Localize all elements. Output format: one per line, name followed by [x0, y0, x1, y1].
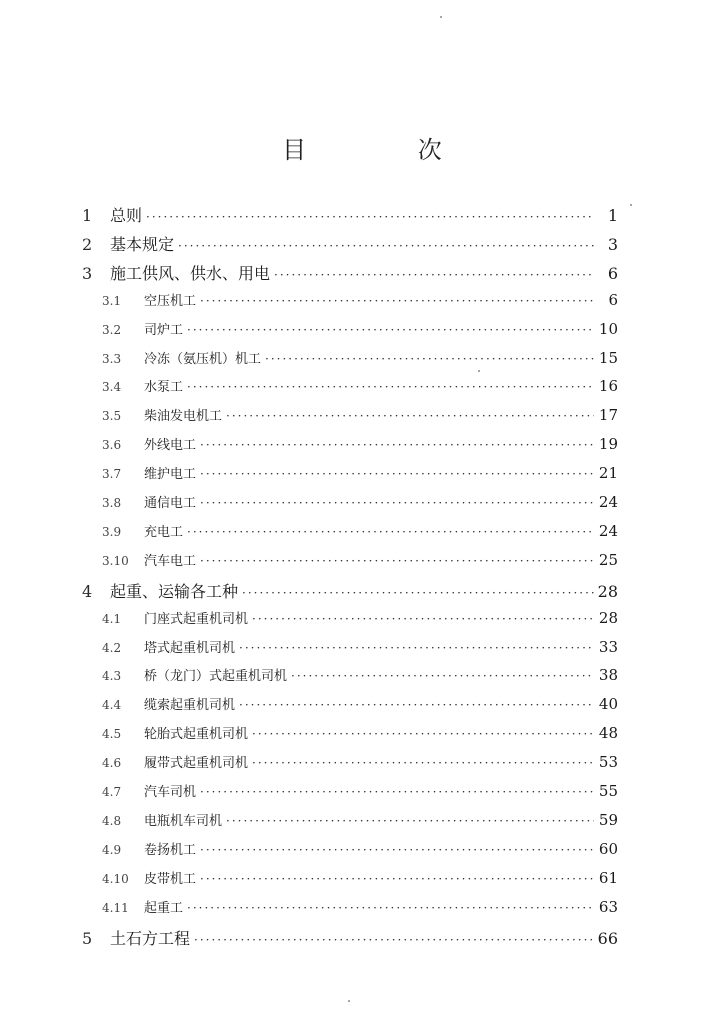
- toc-chapter-row: [82, 261, 618, 283]
- dot-leader: [291, 669, 594, 683]
- toc-page-number: 63: [598, 897, 618, 916]
- toc-number: 4.5: [102, 727, 122, 742]
- toc-page-number: 53: [598, 753, 618, 772]
- toc-section-row: [102, 463, 618, 485]
- toc-section-row: [102, 521, 618, 543]
- dot-leader: [200, 438, 594, 452]
- toc-number: 4.3: [102, 669, 122, 684]
- toc-section-row: [102, 665, 618, 687]
- scan-speck: [478, 370, 480, 372]
- toc-section-row: [102, 405, 618, 427]
- toc-label: 塔式起重机司机: [144, 640, 236, 656]
- toc-label: 司炉工: [144, 322, 184, 338]
- scan-speck: [440, 16, 442, 18]
- toc-section-row: [102, 434, 618, 456]
- toc-chapter-row: [82, 232, 618, 254]
- toc-number: 3.1: [102, 293, 122, 308]
- dot-leader: [242, 586, 594, 600]
- scan-speck: [348, 1000, 350, 1002]
- toc-number: 3.8: [102, 496, 122, 510]
- toc-chapter-row: [82, 203, 618, 225]
- toc-page-number: 24: [598, 521, 618, 540]
- dot-leader: [187, 525, 594, 539]
- dot-leader: [239, 698, 594, 712]
- toc-page-number: 33: [598, 637, 618, 656]
- toc-label: 起重、运输各工种: [110, 581, 239, 601]
- toc-label: 基本规定: [110, 234, 175, 254]
- toc-number: 3.2: [102, 322, 122, 337]
- toc-label: 水泵工: [144, 380, 184, 396]
- toc-page-number: 60: [598, 839, 618, 858]
- toc-page-number: 3: [607, 234, 618, 254]
- toc-page-number: 66: [597, 928, 618, 948]
- toc-page-number: 21: [598, 464, 618, 483]
- toc-label: 桥（龙门）式起重机司机: [144, 669, 288, 685]
- toc-chapter-row: [82, 926, 618, 948]
- toc-section-row: [102, 492, 618, 514]
- toc-section-row: [102, 694, 618, 716]
- dot-leader: [200, 843, 594, 857]
- dot-leader: [200, 785, 594, 799]
- toc-section-row: [102, 550, 618, 572]
- toc-page-number: 16: [598, 377, 618, 396]
- toc-number: 3.6: [102, 438, 122, 453]
- toc-label: 起重工: [144, 900, 184, 916]
- toc-number: 4.10: [102, 871, 129, 886]
- toc-section-row: [102, 290, 618, 312]
- toc-label: 外线电工: [144, 438, 197, 454]
- toc-label: 土石方工程: [110, 928, 191, 948]
- toc-number: 4.1: [102, 611, 122, 626]
- toc-page-number: 48: [598, 724, 618, 743]
- toc-number: 4.4: [102, 698, 122, 713]
- toc-page-number: 17: [598, 406, 618, 425]
- toc-label: 电瓶机车司机: [144, 813, 223, 829]
- toc-page-number: 6: [608, 290, 618, 309]
- toc-number: 4.2: [102, 640, 122, 655]
- dot-leader: [252, 727, 594, 741]
- toc-number: 4.11: [102, 900, 129, 915]
- toc-section-row: [102, 752, 618, 774]
- toc-number: 3: [82, 263, 93, 283]
- toc-section-row: [102, 781, 618, 803]
- toc-page-number: 15: [598, 348, 618, 367]
- toc-number: 5: [82, 928, 93, 948]
- toc-page-number: 6: [607, 263, 618, 283]
- toc-label: 冷冻（氨压机）机工: [144, 351, 262, 367]
- toc-section-row: [102, 810, 618, 832]
- dot-leader: [146, 210, 594, 224]
- dot-leader: [274, 268, 594, 282]
- toc-section-row: [102, 348, 618, 370]
- toc-section-row: [102, 608, 618, 630]
- toc-number: 3.3: [102, 351, 122, 366]
- toc-label: 缆索起重机司机: [144, 698, 236, 714]
- dot-leader: [200, 554, 594, 568]
- toc-page-number: 10: [598, 319, 618, 338]
- dot-leader: [200, 496, 594, 510]
- page-title: 目 次: [282, 136, 494, 164]
- toc-number: 4: [82, 581, 93, 601]
- toc-page-number: 1: [607, 206, 618, 225]
- toc-page-number: 38: [598, 666, 618, 685]
- toc-page-number: 61: [598, 868, 618, 887]
- toc-section-row: [102, 897, 618, 919]
- toc-label: 汽车司机: [144, 785, 197, 800]
- toc-page-number: 55: [598, 782, 618, 800]
- toc-number: 3.5: [102, 409, 122, 424]
- toc-number: 3.4: [102, 380, 122, 395]
- toc-label: 门座式起重机司机: [144, 611, 249, 627]
- toc-label: 通信电工: [144, 496, 197, 511]
- toc-label: 柴油发电机工: [144, 409, 223, 425]
- toc-page-number: 28: [597, 581, 618, 601]
- toc-number: 3.7: [102, 467, 122, 482]
- toc-label: 轮胎式起重机司机: [144, 727, 249, 743]
- toc-number: 4.9: [102, 842, 122, 857]
- toc-section-row: [102, 637, 618, 659]
- toc-label: 维护电工: [144, 467, 197, 483]
- toc-number: 1: [82, 206, 93, 225]
- dot-leader: [265, 352, 594, 366]
- dot-leader: [194, 933, 594, 947]
- toc-page-number: 25: [598, 550, 618, 569]
- dot-leader: [200, 294, 594, 308]
- toc-section-row: [102, 839, 618, 861]
- toc-number: 3.9: [102, 524, 122, 539]
- toc-label: 充电工: [144, 524, 184, 540]
- toc-label: 卷扬机工: [144, 842, 197, 858]
- dot-leader: [178, 239, 594, 253]
- toc-section-row: [102, 868, 618, 890]
- toc-number: 2: [82, 234, 93, 254]
- toc-number: 4.8: [102, 813, 122, 828]
- toc-section-row: [102, 723, 618, 745]
- toc-number: 4.6: [102, 756, 122, 771]
- dot-leader: [239, 641, 594, 655]
- toc-label: 施工供风、供水、用电: [110, 263, 271, 283]
- toc-label: 皮带机工: [144, 871, 197, 887]
- scan-speck: [630, 204, 632, 206]
- dot-leader: [252, 756, 594, 770]
- toc-page-number: 28: [598, 608, 618, 627]
- toc-page-number: 59: [598, 810, 618, 829]
- dot-leader: [187, 380, 594, 394]
- toc-label: 汽车电工: [144, 553, 197, 569]
- dot-leader: [252, 612, 594, 626]
- toc-chapter-row: [82, 579, 618, 601]
- dot-leader: [200, 467, 594, 481]
- dot-leader: [187, 323, 594, 337]
- dot-leader: [226, 814, 594, 828]
- dot-leader: [200, 872, 594, 886]
- toc-page-number: 24: [598, 493, 618, 511]
- toc-label: 空压机工: [144, 293, 197, 309]
- toc-section-row: [102, 319, 618, 341]
- dot-leader: [226, 409, 594, 423]
- toc-label: 总则: [110, 206, 143, 225]
- toc-number: 3.10: [102, 553, 129, 568]
- toc-section-row: [102, 376, 618, 398]
- toc-page-number: 40: [598, 695, 618, 714]
- toc-number: 4.7: [102, 785, 122, 799]
- toc-label: 履带式起重机司机: [144, 756, 249, 772]
- toc-page-number: 19: [598, 435, 618, 454]
- dot-leader: [187, 901, 594, 915]
